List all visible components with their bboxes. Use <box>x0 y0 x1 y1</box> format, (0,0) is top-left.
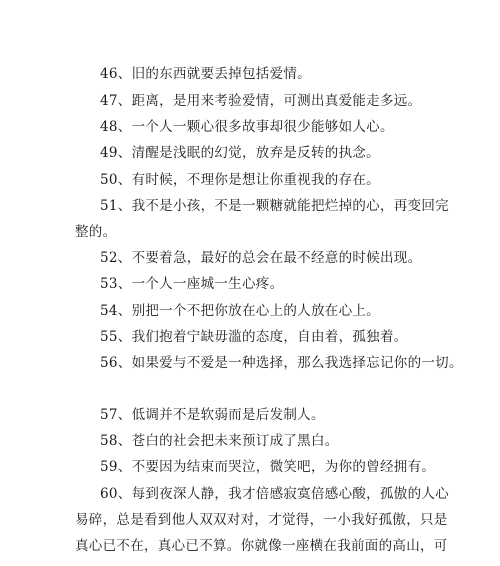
text-line-58: 58、苍白的社会把未来预订成了黑白。 <box>100 433 339 449</box>
text-line-60-continued-1: 易碎，总是看到他人双双对对，才觉得，一小我好孤傲，只是 <box>75 512 448 528</box>
text-line-55: 55、我们抱着宁缺毋滥的态度，自由着，孤独着。 <box>100 329 408 345</box>
text-line-51: 51、我不是小孩，不是一颗糖就能把烂掉的心，再变回完 <box>100 198 449 214</box>
text-line-51-continued: 整的。 <box>75 224 117 240</box>
text-line-56: 56、如果爱与不爱是一种选择，那么我选择忘记你的一切。 <box>100 355 463 371</box>
text-line-47: 47、距离，是用来考验爱情，可测出真爱能走多远。 <box>100 93 422 109</box>
text-line-60: 60、每到夜深人静，我才倍感寂寞倍感心酸，孤傲的人心 <box>100 486 449 502</box>
text-line-60-continued-2: 真心已不在，真心已不算。你就像一座横在我前面的高山，可 <box>75 538 448 554</box>
text-line-49: 49、清醒是浅眠的幻觉，放弃是反转的执念。 <box>100 145 380 161</box>
text-line-54: 54、别把一个不把你放在心上的人放在心上。 <box>100 303 380 319</box>
text-line-50: 50、有时候，不理你是想让你重视我的存在。 <box>100 172 380 188</box>
text-line-59: 59、不要因为结束而哭泣，微笑吧，为你的曾经拥有。 <box>100 459 436 475</box>
text-line-52: 52、不要着急，最好的总会在最不经意的时候出现。 <box>100 250 422 266</box>
text-line-53: 53、一个人一座城一生心疼。 <box>100 276 284 292</box>
text-line-57: 57、低调并不是软弱而是后发制人。 <box>100 407 325 423</box>
text-line-48: 48、一个人一颗心很多故事却很少能够如人心。 <box>100 119 394 135</box>
text-line-46: 46、旧的东西就要丢掉包括爱情。 <box>100 66 311 82</box>
